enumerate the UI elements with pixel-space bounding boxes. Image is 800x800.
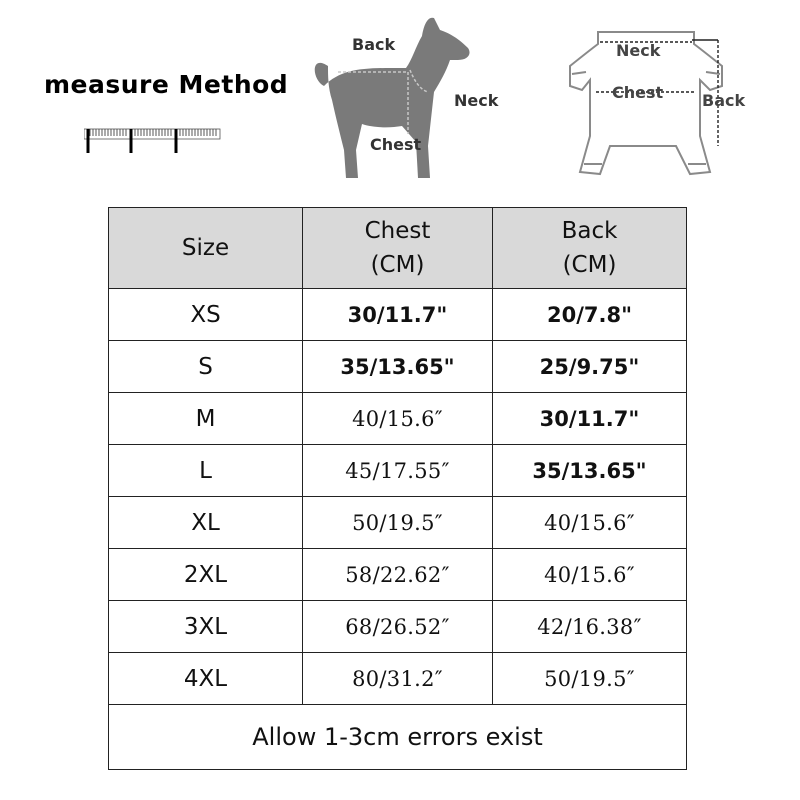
dog-silhouette-icon bbox=[300, 10, 500, 195]
back-cell: 40/15.6″ bbox=[493, 497, 687, 549]
size-cell: 4XL bbox=[109, 653, 303, 705]
chest-header-unit: (CM) bbox=[370, 252, 425, 278]
back-cell: 35/13.65" bbox=[493, 445, 687, 497]
chest-cell: 35/13.65" bbox=[303, 341, 493, 393]
dog-neck-label: Neck bbox=[454, 91, 499, 110]
chest-cell: 50/19.5″ bbox=[303, 497, 493, 549]
back-column-header bbox=[493, 208, 687, 289]
size-cell: 2XL bbox=[109, 549, 303, 601]
back-cell: 40/15.6″ bbox=[493, 549, 687, 601]
size-cell: 3XL bbox=[109, 601, 303, 653]
table-row bbox=[109, 653, 687, 705]
chest-cell: 30/11.7" bbox=[303, 289, 493, 341]
shirt-neck-label: Neck bbox=[616, 41, 661, 60]
table-row bbox=[109, 445, 687, 497]
size-column-header bbox=[109, 208, 303, 289]
shirt-chest-label: Chest bbox=[612, 83, 664, 102]
back-cell: 50/19.5″ bbox=[493, 653, 687, 705]
chest-cell: 40/15.6″ bbox=[303, 393, 493, 445]
size-header-label: Size bbox=[181, 235, 230, 261]
size-cell: M bbox=[109, 393, 303, 445]
size-chart bbox=[108, 207, 686, 770]
back-header-unit: (CM) bbox=[562, 252, 617, 278]
size-cell: XS bbox=[109, 289, 303, 341]
error-tolerance-note: Allow 1-3cm errors exist bbox=[109, 705, 687, 770]
table-row bbox=[109, 497, 687, 549]
table-row bbox=[109, 289, 687, 341]
chest-cell: 45/17.55″ bbox=[303, 445, 493, 497]
chest-cell: 80/31.2″ bbox=[303, 653, 493, 705]
table-row bbox=[109, 393, 687, 445]
chest-column-header bbox=[303, 208, 493, 289]
table-header-row bbox=[109, 208, 687, 289]
ruler-icon bbox=[84, 126, 224, 156]
size-table bbox=[108, 207, 687, 770]
back-cell: 42/16.38″ bbox=[493, 601, 687, 653]
table-row bbox=[109, 549, 687, 601]
note-row bbox=[109, 705, 687, 770]
size-cell: S bbox=[109, 341, 303, 393]
dog-back-label: Back bbox=[352, 35, 396, 54]
table-row bbox=[109, 601, 687, 653]
back-cell: 25/9.75" bbox=[493, 341, 687, 393]
size-cell: L bbox=[109, 445, 303, 497]
shirt-back-label: Back bbox=[702, 91, 746, 110]
back-cell: 20/7.8" bbox=[493, 289, 687, 341]
size-cell: XL bbox=[109, 497, 303, 549]
chest-cell: 58/22.62″ bbox=[303, 549, 493, 601]
back-cell: 30/11.7" bbox=[493, 393, 687, 445]
measure-header bbox=[0, 0, 800, 200]
back-header-title: Back bbox=[561, 218, 618, 244]
chest-cell: 68/26.52″ bbox=[303, 601, 493, 653]
dog-shirt-icon bbox=[560, 14, 760, 184]
chest-header-title: Chest bbox=[364, 218, 431, 244]
table-row bbox=[109, 341, 687, 393]
measure-method-title: measure Method bbox=[44, 70, 289, 99]
dog-chest-label: Chest bbox=[370, 135, 422, 154]
